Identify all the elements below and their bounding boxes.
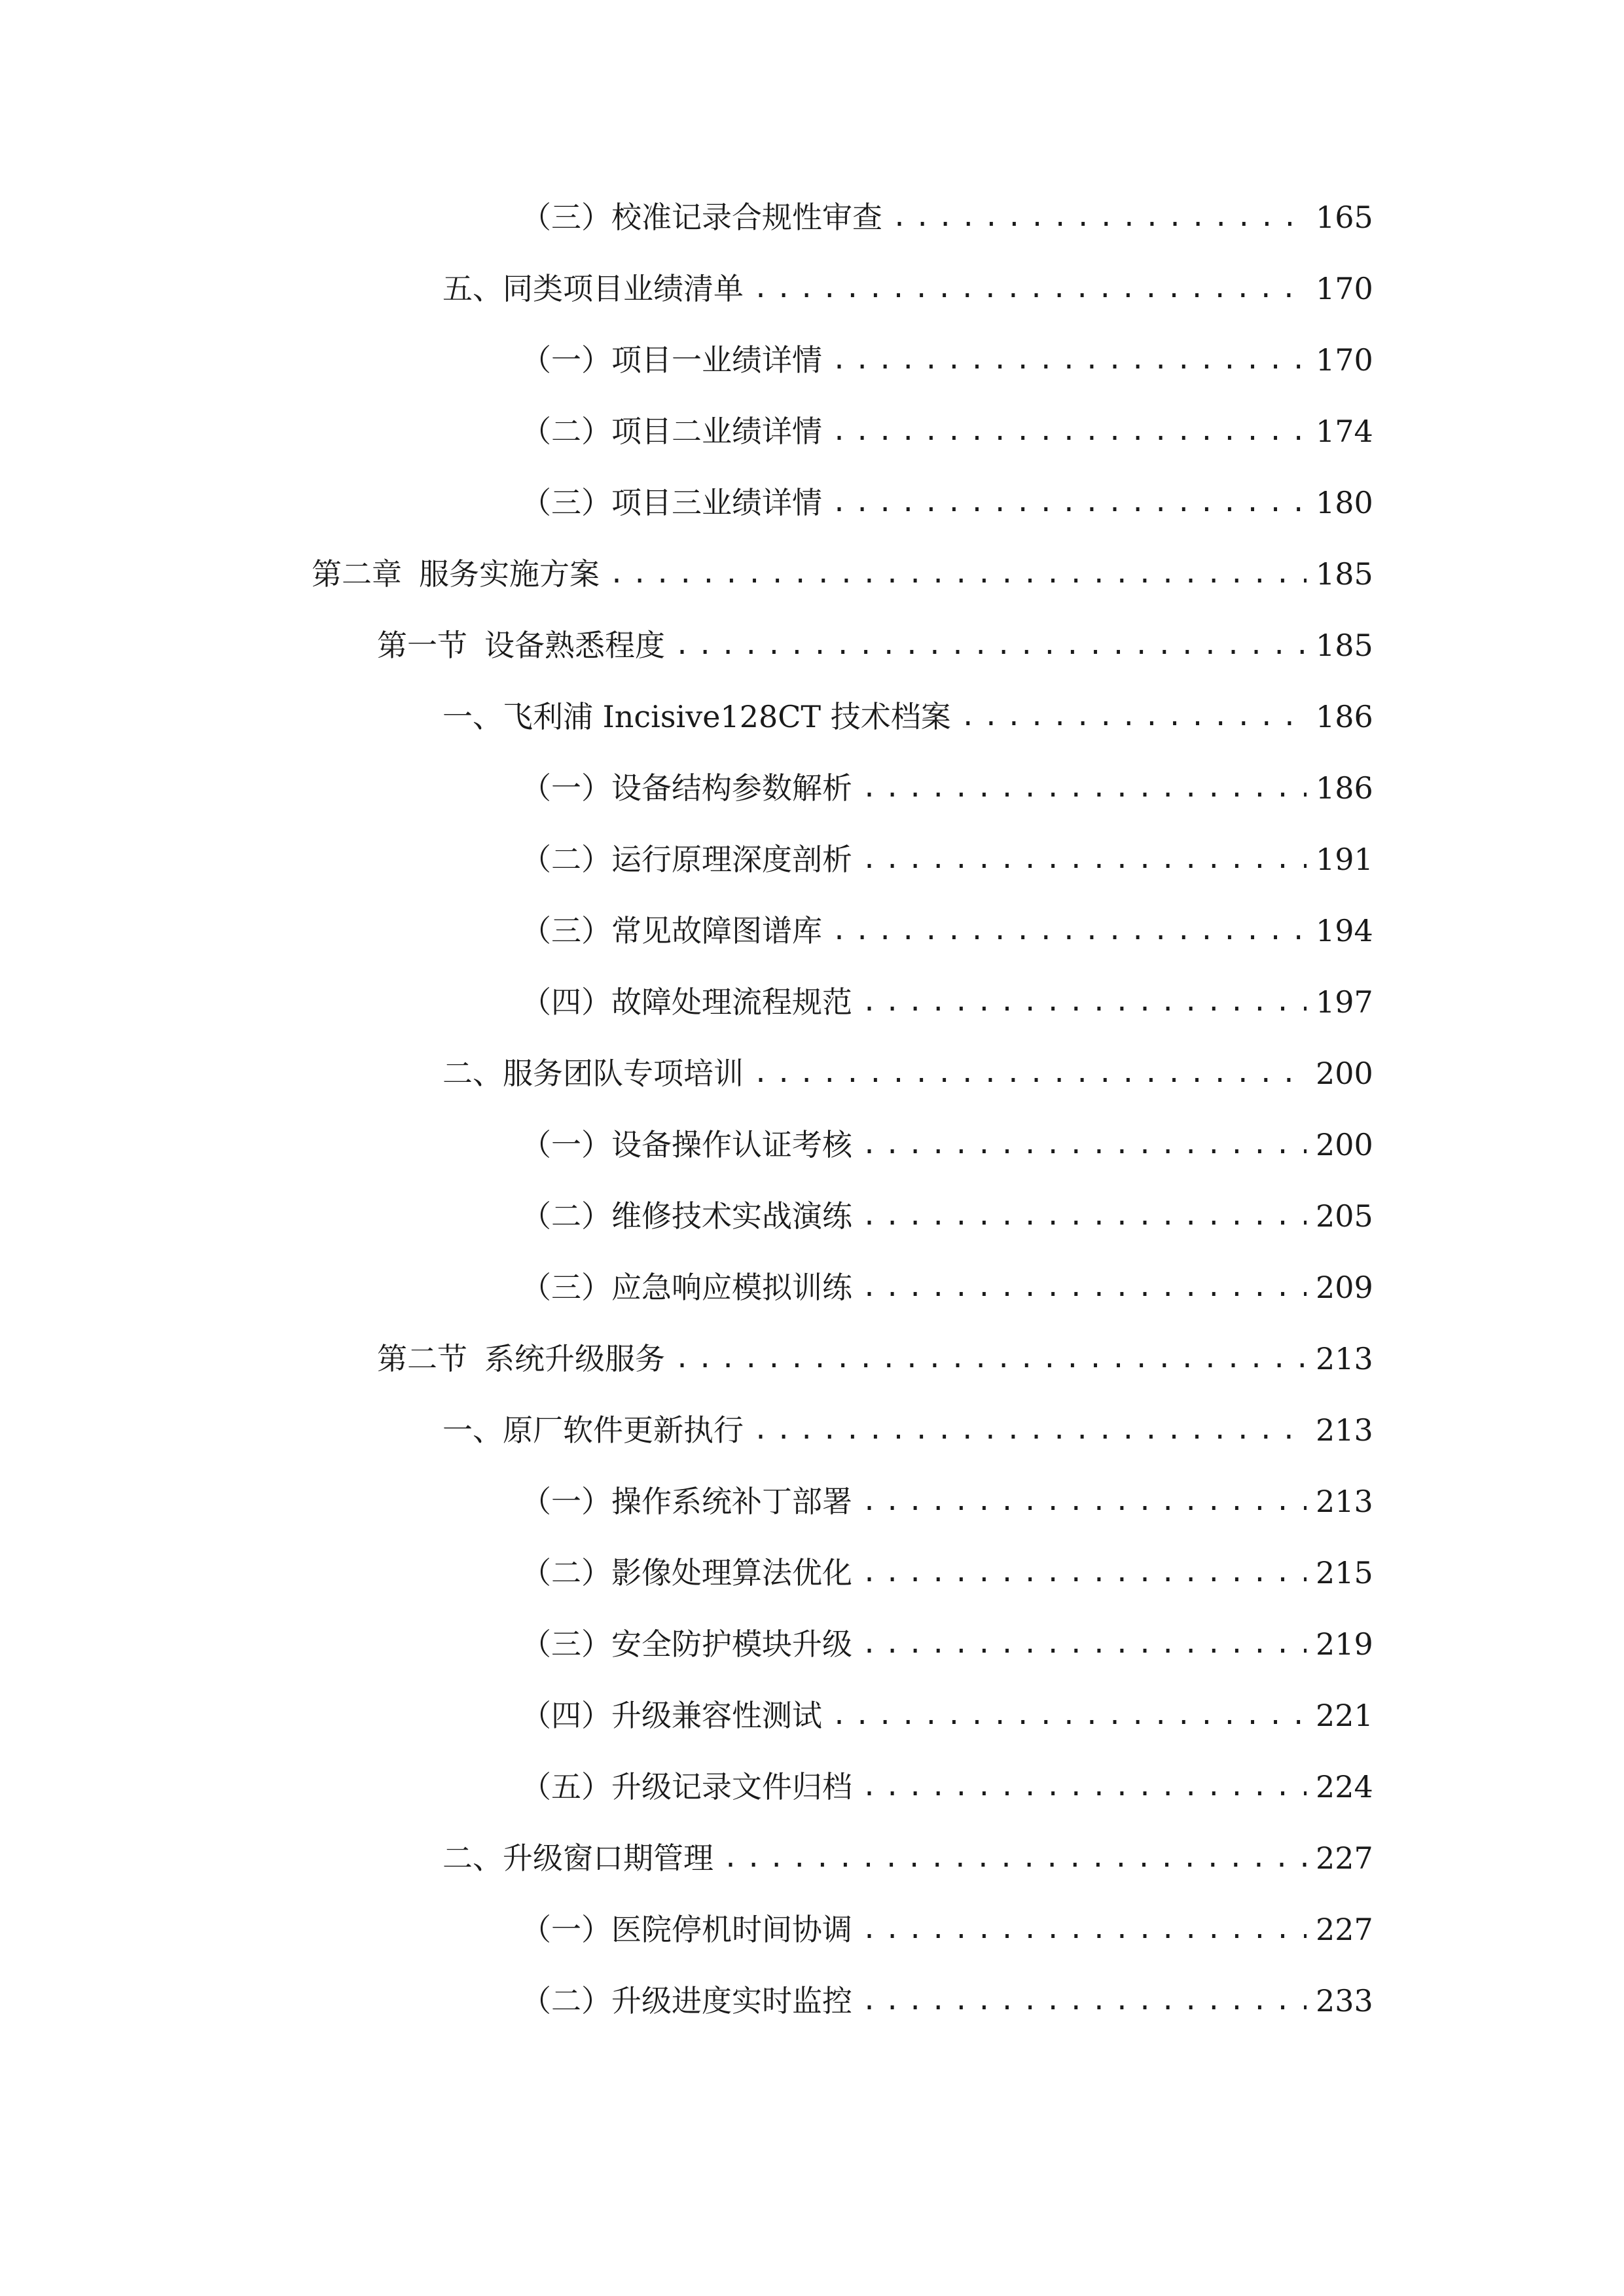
toc-entry[interactable] xyxy=(521,1761,1372,1813)
dot-leader xyxy=(861,1903,1307,1956)
toc-entry-page: 186 xyxy=(1316,770,1373,806)
toc-entry-title: 维修技术实战演练 xyxy=(611,1198,852,1234)
toc-entry-title: 安全防护模块升级 xyxy=(611,1626,852,1662)
toc-entry-title: 升级兼容性测试 xyxy=(611,1698,822,1733)
toc-entry[interactable] xyxy=(442,1047,1372,1100)
dot-leader xyxy=(831,476,1307,529)
toc-entry-title: 应急响应模拟训练 xyxy=(611,1270,852,1305)
toc-entry-title: 项目二业绩详情 xyxy=(611,414,822,449)
toc-entry-number: 第二节 xyxy=(377,1341,467,1376)
dot-leader xyxy=(861,1261,1307,1314)
toc-entry-title: 运行原理深度剖析 xyxy=(611,842,852,877)
toc-entry-page: 224 xyxy=(1316,1769,1373,1804)
toc-entry[interactable] xyxy=(521,191,1372,243)
toc-entry-page: 200 xyxy=(1316,1127,1373,1162)
toc-entry-page: 180 xyxy=(1316,485,1373,520)
toc-entry-title: 升级进度实时监控 xyxy=(611,1983,852,2018)
toc-entry-title: 飞利浦 Incisive128CT 技术档案 xyxy=(503,699,951,734)
toc-entry-page: 209 xyxy=(1316,1270,1373,1305)
toc-entry-number: （一） xyxy=(521,770,611,806)
toc-entry[interactable] xyxy=(377,619,1372,672)
toc-entry-number: 二、 xyxy=(442,1056,503,1091)
toc-entry-title: 影像处理算法优化 xyxy=(611,1555,852,1590)
toc-entry-page: 194 xyxy=(1316,913,1373,948)
toc-entry-page: 213 xyxy=(1316,1341,1373,1376)
dot-leader xyxy=(861,1119,1307,1171)
toc-entry-page: 227 xyxy=(1316,1840,1373,1876)
toc-entry-title: 升级记录文件归档 xyxy=(611,1769,852,1804)
dot-leader xyxy=(831,334,1307,386)
toc-entry[interactable] xyxy=(377,1333,1372,1385)
toc-entry-number: （三） xyxy=(521,1270,611,1305)
toc-entry-number: （二） xyxy=(521,1198,611,1234)
toc-entry-title: 操作系统补丁部署 xyxy=(611,1484,852,1519)
toc-entry-number: （三） xyxy=(521,200,611,235)
dot-leader xyxy=(861,1761,1307,1813)
toc-entry-page: 200 xyxy=(1316,1056,1373,1091)
toc-entry-title: 设备操作认证考核 xyxy=(611,1127,852,1162)
toc-entry-number: （二） xyxy=(521,1983,611,2018)
toc-entry-number: （二） xyxy=(521,842,611,877)
toc-entry-page: 213 xyxy=(1316,1412,1373,1448)
toc-entry[interactable] xyxy=(442,691,1372,743)
toc-entry-page: 186 xyxy=(1316,699,1373,734)
toc-entry-number: 一、 xyxy=(442,1412,503,1448)
toc-entry[interactable] xyxy=(521,334,1372,386)
dot-leader xyxy=(861,833,1307,886)
toc-entry[interactable] xyxy=(521,1618,1372,1670)
toc-entry-title: 校准记录合规性审查 xyxy=(611,200,882,235)
toc-entry-page: 219 xyxy=(1316,1626,1373,1662)
dot-leader xyxy=(861,1547,1307,1599)
toc-entry-number: （三） xyxy=(521,485,611,520)
toc-entry-title: 系统升级服务 xyxy=(484,1341,665,1376)
toc-entry-page: 221 xyxy=(1316,1698,1373,1733)
toc-entry-page: 191 xyxy=(1316,842,1373,877)
toc-entry-page: 165 xyxy=(1316,200,1373,235)
toc-entry-number: （三） xyxy=(521,1626,611,1662)
toc-entry-page: 205 xyxy=(1316,1198,1373,1234)
toc-entry[interactable] xyxy=(521,1903,1372,1956)
toc-entry[interactable] xyxy=(521,905,1372,957)
toc-entry[interactable] xyxy=(442,1404,1372,1456)
toc-entry-number: （一） xyxy=(521,1912,611,1947)
toc-entry-number: 第二章 xyxy=(312,556,402,592)
toc-entry-number: （四） xyxy=(521,984,611,1020)
toc-entry-page: 170 xyxy=(1316,271,1373,306)
toc-entry-title: 医院停机时间协调 xyxy=(611,1912,852,1947)
toc-entry-number: （二） xyxy=(521,1555,611,1590)
dot-leader xyxy=(674,1333,1307,1385)
toc-entry-number: （一） xyxy=(521,1484,611,1519)
toc-entry-number: （二） xyxy=(521,414,611,449)
dot-leader xyxy=(609,548,1307,600)
toc-entry-title: 服务团队专项培训 xyxy=(503,1056,744,1091)
dot-leader xyxy=(831,1689,1307,1742)
toc-entry-title: 设备熟悉程度 xyxy=(484,628,665,663)
toc-entry-page: 213 xyxy=(1316,1484,1373,1519)
toc-entry-title: 设备结构参数解析 xyxy=(611,770,852,806)
toc-entry-page: 185 xyxy=(1316,628,1373,663)
dot-leader xyxy=(861,1190,1307,1242)
toc-entry[interactable] xyxy=(521,976,1372,1028)
toc-entry-title: 同类项目业绩清单 xyxy=(503,271,744,306)
dot-leader xyxy=(861,1475,1307,1528)
toc-entry-number: （一） xyxy=(521,342,611,378)
toc-entry-number: （一） xyxy=(521,1127,611,1162)
toc-entry-page: 197 xyxy=(1316,984,1373,1020)
toc-entry-page: 170 xyxy=(1316,342,1373,378)
toc-entry-title: 服务实施方案 xyxy=(419,556,600,592)
toc-entry-number: 一、 xyxy=(442,699,503,734)
toc-entry[interactable] xyxy=(521,1119,1372,1171)
toc-entry-number: 五、 xyxy=(442,271,503,306)
dot-leader xyxy=(960,691,1307,743)
dot-leader xyxy=(861,762,1307,814)
toc-entry-number: 二、 xyxy=(442,1840,503,1876)
toc-entry[interactable] xyxy=(521,1547,1372,1599)
dot-leader xyxy=(892,191,1307,243)
toc-entry[interactable] xyxy=(521,833,1372,886)
dot-leader xyxy=(831,405,1307,457)
toc-entry[interactable] xyxy=(521,405,1372,457)
dot-leader xyxy=(674,619,1307,672)
toc-entry-number: 第一节 xyxy=(377,628,467,663)
toc-entry[interactable] xyxy=(442,1832,1372,1884)
toc-entry-page: 215 xyxy=(1316,1555,1373,1590)
toc-entry-title: 项目三业绩详情 xyxy=(611,485,822,520)
dot-leader xyxy=(861,976,1307,1028)
toc-entry-title: 常见故障图谱库 xyxy=(611,913,822,948)
toc-entry[interactable] xyxy=(521,1190,1372,1242)
toc-entry[interactable] xyxy=(521,476,1372,529)
toc-entry[interactable] xyxy=(521,1261,1372,1314)
toc-entry-page: 227 xyxy=(1316,1912,1373,1947)
dot-leader xyxy=(861,1618,1307,1670)
toc-entry[interactable] xyxy=(442,262,1372,315)
toc-entry-page: 185 xyxy=(1316,556,1373,592)
dot-leader xyxy=(753,1404,1307,1456)
dot-leader xyxy=(753,262,1307,315)
dot-leader xyxy=(753,1047,1307,1100)
toc-entry-page: 174 xyxy=(1316,414,1373,449)
dot-leader xyxy=(861,1975,1307,2027)
toc-entry-number: （三） xyxy=(521,913,611,948)
toc-entry-page: 233 xyxy=(1316,1983,1373,2018)
toc-entry[interactable] xyxy=(312,548,1372,600)
dot-leader xyxy=(831,905,1307,957)
toc-entry[interactable] xyxy=(521,762,1372,814)
toc-entry[interactable] xyxy=(521,1975,1372,2027)
toc-entry-number: （五） xyxy=(521,1769,611,1804)
dot-leader xyxy=(723,1832,1307,1884)
toc-entry-title: 升级窗口期管理 xyxy=(503,1840,713,1876)
toc-entry-number: （四） xyxy=(521,1698,611,1733)
toc-entry-title: 项目一业绩详情 xyxy=(611,342,822,378)
toc-entry-title: 故障处理流程规范 xyxy=(611,984,852,1020)
toc-entry[interactable] xyxy=(521,1689,1372,1742)
toc-entry[interactable] xyxy=(521,1475,1372,1528)
toc-entry-title: 原厂软件更新执行 xyxy=(503,1412,744,1448)
